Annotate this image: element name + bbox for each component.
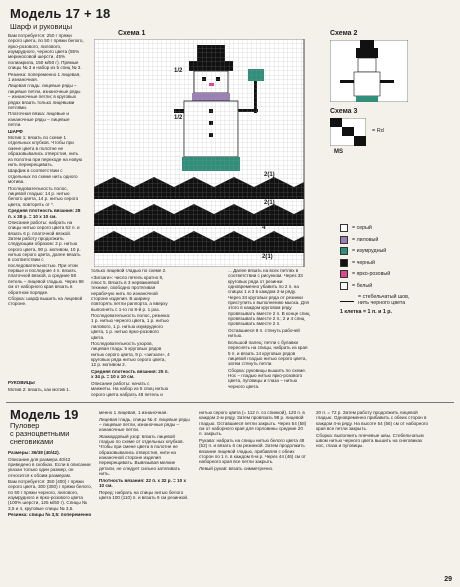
text-column-1 [8, 33, 84, 378]
paragraph: Сборка: шарф вышить на лицевой стороне. [8, 296, 83, 307]
paragraph: нитью серого цвета (= 112 п. со спинкой), 120 п. в каждом 2-м ряду. Затем провязать 98 р. лицевой гладью. Оставшиеся петли закрыть. Через 54 (58) см от наборного края для горловины средние 20 п. закрыть. [199, 410, 307, 437]
scheme-3-label: Схема 3 [330, 108, 358, 115]
paragraph: Средняя плотность вязания: 28 п. x 38 р. = 10 x 10 см. [8, 208, 81, 219]
model-17-18-subtitle: Шарф и руковицы [10, 22, 73, 31]
ms-label: MS [334, 149, 343, 155]
paragraph: ... Далее вязать на всех петлях в соответствии с рисунком. Через 33 круговых ряда от резинки одновременно убавить по 2 п. на спицах 1 и 3 в каждом 2-м ряду. Через 34 круговых ряда от резинки приступить к выполнению мыска. Для этого в каждом круговом ряду провязывать вместе 2 п. В конце спиц провязывать вместе 2 п.; 2 и 4 спиц провязывать вместе 2 п. [228, 268, 310, 327]
repeat-label: 2(1) [264, 172, 275, 178]
legend-item: = белый [340, 282, 452, 290]
swatch-icon [340, 224, 348, 232]
s2-text-column-3 [199, 410, 307, 580]
scheme-2-label: Схема 2 [330, 30, 358, 37]
color-legend [340, 224, 452, 315]
scheme-1-chart [94, 39, 316, 267]
legend-item: = ярко-розовый [340, 270, 452, 278]
swatch-icon [340, 282, 348, 290]
s2-text-column-2 [99, 410, 191, 580]
repeat-label: 2(1) [264, 200, 275, 206]
scheme-3-chart [330, 118, 366, 146]
text-column-3 [228, 268, 310, 398]
paragraph: менно 1 лицевая, 1 изнаночная. [99, 410, 168, 415]
repeat-label: 4 [262, 225, 266, 231]
section-heading: ШАРФ [8, 128, 23, 134]
paragraph: Перед: набрать на спицы нитью белого цвета 100 (110) п. и вязать 6 см резинкой. [99, 489, 189, 500]
s2-text-column-1 [8, 450, 92, 580]
paragraph: Большой палец: петли с булавки переснять на спицы, набрать из края 5 п. и вязать 14 круговых рядов лицевой гладью нитью серого цвета, затем стянуть петли. [228, 339, 308, 367]
paragraph: Мотив 2: вязать, как мотив 1. [8, 386, 71, 392]
scheme-1-label: Схема 1 [118, 30, 146, 37]
page-number: 29 [444, 576, 452, 583]
paragraph: Сборка: руковицы вышить по схеме. Нос – гладью нитью ярко-розового цвета, пуговицы и глаза – нитью черного цвета. [228, 367, 307, 389]
text-column-1-bottom [8, 380, 84, 398]
stem-stitch-icon [340, 297, 354, 302]
paragraph: Резинка: спицы № 3,5: попеременно [8, 512, 92, 518]
paragraph: Описание для размера 40/42 приведено в скобках. Если в описании указан только один размер, он относится к обоим размерам. [8, 456, 91, 478]
model-17-18-title: Модель 17 + 18 [10, 6, 111, 21]
paragraph: только лицевой гладью по схеме 2. [91, 268, 167, 273]
paragraph: Вам потребуется: 350 (400) г пряжи серого цвета, 300 (350) г пряжи белого, по 50 г пряжи черного, лилового, изумрудного и ярко-розового цвета (100% шерсти, 125 м/50 г). Спицы № 3,5 и 4, круговые спицы № 3,5. [8, 479, 92, 511]
paragraph: Оставшиеся 8 п. стянуть рабочей нитью. [228, 327, 300, 339]
section-divider [6, 402, 454, 403]
model-19-title: Модель 19 [10, 407, 79, 422]
legend-item: = лиловый [340, 236, 452, 244]
cell-note: 1 клетка = 1 п. и 1 р. [340, 309, 392, 316]
paragraph: Рукава: набрать на спицы нитью белого цвета 48 (52) п. и вязать 6 см резинкой. Затем продолжить вязание лицевой гладью, прибавляя с обеих сторон по 1 п. в каждом 6-м р. Через 44 (46) см от наборного края все петли закрыть. [199, 437, 306, 465]
swatch-icon [340, 270, 348, 278]
paragraph: Вам потребуется: 250 г пряжи серого цвета, по 50 г пряжи белого, ярко-розового, лилового, изумрудного, черного цвета (55% мериносовой шерсти, 45% полиакрила, 150 м/50 г). Прямые спицы № 3 и набор из 5 спиц № 3. [8, 33, 84, 71]
paragraph: Описание работы: начать с манжеты. На набор из 5 спиц нитью серого цвета набрать 48 петель и [91, 380, 169, 397]
paragraph: Последовательность полос, резинка: 1 р. нитью черного цвета, 1 р. нитью лилового, 1 р. нитью изумрудного цвета, 1 р. нитью ярко-розового цвета. [91, 313, 171, 340]
paragraph: Резинка: попеременно 1 лицевая, 1 изнаночная. [8, 71, 81, 82]
paragraph: Левый рукав: вязать симметрично. [199, 465, 274, 471]
repeat-label: 2(1) [262, 254, 273, 260]
section-heading: РУКОВИЦЫ [8, 380, 35, 385]
rapport-label: 1/2 [174, 115, 183, 121]
s2-text-column-4 [316, 410, 428, 570]
scheme-2-chart [330, 40, 408, 102]
paragraph: Плотность вязания: 22 п. x 32 р. = 10 x 10 см. [99, 477, 187, 489]
paragraph: Жаккардовый узор: вязать лицевой гладью по схеме от отдельных клубков. Чтобы при смене цвета в полотне не образовывались отверстия, нити на изнаночной стороне изделия перекрещивать. Вывязывая мелкие детали, не следует сильно затягивать нить. [99, 433, 184, 477]
paragraph: 20 п. = 72 р. Затем работу продолжить лицевой гладью. Одновременно прибавить с обеих сторон в каждом 4-м ряду. На высоте 54 (56) см от наборного края все петли закрыть. [316, 410, 428, 432]
rd-label: = Rd [372, 128, 384, 134]
paragraph: Последовательность полос, лицевой гладью: 14 р. нитью белого цвета, 14 р. нитью серого цвета, повторять от *. [8, 185, 79, 207]
model-19-subtitle: Пуловер с разноцветными снеговиками [10, 421, 70, 447]
swatch-icon [340, 247, 348, 255]
paragraph: Платочная вязка: лицевые и изнаночные ряды – лицевые петли. [8, 111, 70, 128]
paragraph: Последовательность узоров, лицевая гладь: 5 круговых рядов нитью серого цвета, 9 р. «зигзаги», 4 круговых ряда нитью серого цвета, 12 р. мотивом 2. [91, 341, 170, 368]
paragraph: Лицевая гладь: лицевые ряды – лицевые петли, изнаночные ряды – изнаночные петли; в круговых рядах вязать только лицевыми петлями. [8, 83, 81, 110]
paragraph: Описание работы: набрать на спицы нитью серого цвета 62 п. и вязать 6 р. платочной вязкой. Затем работу продолжить следующим образом: 2 р. нитью серого цвета, 90 р. мотивом, 10 р. нитью серого цвета, далее вязать в соответствии с последовательностью. При этом первые и последние 4 п. вязать платочной вязкой, а средние 58 петель – лицевой гладью. Через 98 см от наборного края вязать в обратном порядке. [8, 220, 84, 295]
paragraph: Лицевая гладь, спицы № 4: лицевые ряды – лицевые петли, изнаночные ряды – изнаночные петли. [99, 416, 190, 433]
paragraph: Средняя плотность вязания: 25 п. x 34 р. = 10 x 10 см. [91, 368, 169, 380]
swatch-icon [340, 259, 348, 267]
paragraph: Сборка: выполнить плечевые швы. Стебельчатым швом нитью черного цвета вышить на снеговиках нос, глаза и пуговицы. [316, 432, 424, 449]
paragraph: Шарфик в соответствии с отдельных по схеме нить одного мотива. [8, 168, 78, 185]
rapport-label: 1/2 [174, 68, 183, 74]
text-column-2 [91, 268, 171, 398]
swatch-icon [340, 236, 348, 244]
legend-item: = изумрудный [340, 247, 452, 255]
legend-item: = серый [340, 224, 452, 232]
legend-item: = стебельчатый шов, нить черного цвета [340, 294, 452, 306]
paragraph: Размеры: 36/38 (40/42). [8, 450, 60, 455]
paragraph: Мотив 1: вязать по схеме 1 отдельных клубков. Чтобы при смене цвета в полотне не образовывались отверстия, нить из полотна при переходе на новую нить перекрещивать. [8, 135, 83, 167]
legend-item: = черный [340, 259, 452, 267]
paragraph: «Зигзаги»: число петель кратно 8, плюс 5. Вязать в 3 нервакиевой технике, свободно протягивая нерабочую нить по изнаночной стороне изделия. В ширину повторять петли раппорта, а вверху выполнять с 1-го по 8-й р. 1 раз. [91, 274, 168, 312]
